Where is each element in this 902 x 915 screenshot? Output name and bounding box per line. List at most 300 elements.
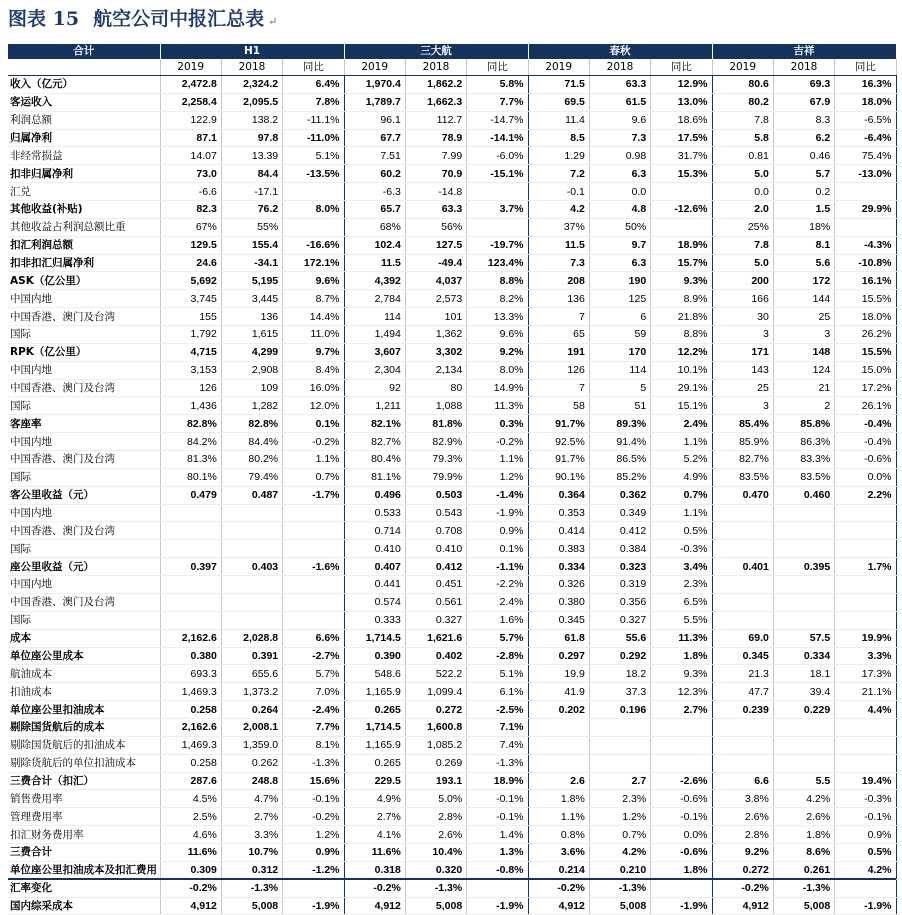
table-cell: 155	[160, 308, 221, 326]
table-cell: 0.269	[405, 754, 466, 772]
table-cell: 14.4%	[283, 308, 344, 326]
sub-header-cell: 2019	[344, 59, 405, 76]
table-row	[8, 361, 896, 379]
row-label: 非经常损益	[8, 147, 160, 165]
table-cell: 11.5	[528, 236, 589, 254]
table-cell: 3.3%	[221, 826, 282, 844]
table-cell	[589, 736, 650, 754]
table-cell: 123.4%	[467, 254, 528, 272]
table-cell: 1.1%	[651, 433, 712, 451]
table-cell	[773, 593, 834, 611]
table-cell: 2,784	[344, 290, 405, 308]
table-cell: 0.349	[589, 504, 650, 522]
table-cell: 6.1%	[467, 683, 528, 701]
table-cell: 2,304	[344, 361, 405, 379]
table-row	[8, 629, 896, 647]
table-cell	[221, 576, 282, 594]
table-cell: 5,692	[160, 272, 221, 290]
table-cell	[467, 879, 528, 897]
table-cell: 82.7%	[712, 451, 773, 469]
table-cell: 73.0	[160, 165, 221, 183]
table-cell: 0.410	[344, 540, 405, 558]
table-cell	[835, 718, 896, 736]
table-cell: 0.451	[405, 576, 466, 594]
table-cell: 92	[344, 379, 405, 397]
table-cell: 0.334	[773, 647, 834, 665]
table-cell: 15.1%	[651, 397, 712, 415]
row-label: 汇率变化	[8, 879, 160, 897]
table-cell	[221, 593, 282, 611]
row-label: 扣非归属净利	[8, 165, 160, 183]
table-cell: 0.5%	[651, 522, 712, 540]
table-row	[8, 486, 896, 504]
table-cell: 0.395	[773, 558, 834, 576]
table-cell: 63.3	[405, 201, 466, 219]
table-cell: -2.2%	[467, 576, 528, 594]
table-cell	[589, 718, 650, 736]
table-cell: 16.0%	[283, 379, 344, 397]
table-cell: 65.7	[344, 201, 405, 219]
table-cell: 92.5%	[528, 433, 589, 451]
row-label: ASK（亿公里）	[8, 272, 160, 290]
table-cell: 1,970.4	[344, 76, 405, 94]
row-label: 航油成本	[8, 665, 160, 683]
table-cell: 0.401	[712, 558, 773, 576]
table-cell: -12.6%	[651, 201, 712, 219]
table-cell: 79.3%	[405, 451, 466, 469]
sub-header-cell: 2019	[160, 59, 221, 76]
table-cell: 7.8%	[283, 93, 344, 111]
table-cell	[835, 504, 896, 522]
table-cell: -4.3%	[835, 236, 896, 254]
table-cell: 0.2	[773, 183, 834, 201]
table-cell	[835, 754, 896, 772]
table-cell: 3	[712, 397, 773, 415]
table-cell: 12.3%	[651, 683, 712, 701]
table-cell: 1,282	[221, 397, 282, 415]
table-cell: 13.39	[221, 147, 282, 165]
table-cell: 17.3%	[835, 665, 896, 683]
table-row	[8, 790, 896, 808]
table-cell: 14.9%	[467, 379, 528, 397]
row-label: 客运收入	[8, 93, 160, 111]
table-cell: 21.3	[712, 665, 773, 683]
table-cell: 2.2%	[835, 486, 896, 504]
airline-summary-table	[8, 44, 897, 915]
table-cell	[835, 522, 896, 540]
table-cell: 83.3%	[773, 451, 834, 469]
table-cell: 5.1%	[467, 665, 528, 683]
table-cell: 80.1%	[160, 468, 221, 486]
table-row	[8, 254, 896, 272]
table-cell: 2,162.6	[160, 718, 221, 736]
row-label: RPK（亿公里）	[8, 343, 160, 361]
table-cell	[651, 218, 712, 236]
table-cell: 0.391	[221, 647, 282, 665]
table-cell: -11.0%	[283, 129, 344, 147]
table-cell	[283, 611, 344, 629]
table-cell: 1.1%	[467, 451, 528, 469]
table-cell: 3,745	[160, 290, 221, 308]
table-cell: 0.0	[712, 183, 773, 201]
table-cell	[773, 611, 834, 629]
table-cell: -10.8%	[835, 254, 896, 272]
table-cell: 18.2	[589, 665, 650, 683]
table-cell: 82.3	[160, 201, 221, 219]
table-cell: 2,162.6	[160, 629, 221, 647]
row-label: 利润总额	[8, 111, 160, 129]
table-cell: -1.4%	[467, 486, 528, 504]
table-cell: 522.2	[405, 665, 466, 683]
table-cell: -1.9%	[283, 897, 344, 915]
table-cell	[835, 593, 896, 611]
table-cell: -0.4%	[835, 433, 896, 451]
table-cell: 21.1%	[835, 683, 896, 701]
table-cell: 7.8	[712, 111, 773, 129]
table-cell: 7.8	[712, 236, 773, 254]
table-cell: 3,302	[405, 343, 466, 361]
table-cell: 29.9%	[835, 201, 896, 219]
table-cell: 89.3%	[589, 415, 650, 433]
table-cell	[221, 611, 282, 629]
table-cell: 0.0%	[835, 468, 896, 486]
table-cell: 166	[712, 290, 773, 308]
table-cell: 83.5%	[773, 468, 834, 486]
table-cell: 1,359.0	[221, 736, 282, 754]
table-cell: 6	[589, 308, 650, 326]
table-cell	[283, 879, 344, 897]
row-label: 国际	[8, 468, 160, 486]
table-cell: -1.9%	[467, 897, 528, 915]
table-cell: 3,445	[221, 290, 282, 308]
table-row	[8, 504, 896, 522]
table-cell: -49.4	[405, 254, 466, 272]
table-cell	[651, 183, 712, 201]
table-cell: 82.1%	[344, 415, 405, 433]
table-cell: -13.5%	[283, 165, 344, 183]
row-label: 中国内地	[8, 433, 160, 451]
table-cell: 80.2%	[221, 451, 282, 469]
table-cell	[773, 540, 834, 558]
table-cell: 25%	[712, 218, 773, 236]
table-cell: 59	[589, 326, 650, 344]
table-cell: 0.561	[405, 593, 466, 611]
table-cell: 68%	[344, 218, 405, 236]
table-cell: 0.574	[344, 593, 405, 611]
table-cell: 19.4%	[835, 772, 896, 790]
table-cell: -0.2%	[160, 879, 221, 897]
table-cell: 0.402	[405, 647, 466, 665]
table-cell: 4.8	[589, 201, 650, 219]
table-cell: 6.6%	[283, 629, 344, 647]
row-label: 销售费用率	[8, 790, 160, 808]
table-cell: 0.261	[773, 861, 834, 879]
table-cell: 2.0	[712, 201, 773, 219]
table-cell: 21.8%	[651, 308, 712, 326]
table-cell: 0.258	[160, 754, 221, 772]
table-cell	[467, 218, 528, 236]
table-row	[8, 593, 896, 611]
sub-header-cell: 2018	[589, 59, 650, 76]
table-row	[8, 647, 896, 665]
table-cell: 96.1	[344, 111, 405, 129]
table-cell: 6.2	[773, 129, 834, 147]
table-cell: 2.3%	[651, 576, 712, 594]
table-cell: 15.5%	[835, 290, 896, 308]
table-cell: 3.6%	[528, 843, 589, 861]
table-cell: 1,792	[160, 326, 221, 344]
table-cell: -1.9%	[467, 504, 528, 522]
table-cell: 18.9%	[467, 772, 528, 790]
table-cell: 0.470	[712, 486, 773, 504]
table-cell	[160, 611, 221, 629]
table-cell: 13.3%	[467, 308, 528, 326]
table-cell: 57.5	[773, 629, 834, 647]
table-cell: 8.2%	[467, 290, 528, 308]
table-cell: 0.272	[712, 861, 773, 879]
table-cell: 69.5	[528, 93, 589, 111]
table-cell: 148	[773, 343, 834, 361]
row-label: 中国内地	[8, 290, 160, 308]
table-row	[8, 808, 896, 826]
table-cell: 8.9%	[651, 290, 712, 308]
table-cell: 15.5%	[835, 343, 896, 361]
table-cell: 81.8%	[405, 415, 466, 433]
table-row	[8, 468, 896, 486]
sub-header-cell: 同比	[467, 59, 528, 76]
table-cell: 2,324.2	[221, 76, 282, 94]
table-cell: 11.6%	[160, 843, 221, 861]
table-cell: -0.8%	[467, 861, 528, 879]
table-cell: 2	[773, 397, 834, 415]
table-row	[8, 343, 896, 361]
caption-label: 图表 15	[8, 8, 80, 30]
table-cell: 0.265	[344, 701, 405, 719]
table-row	[8, 861, 896, 879]
table-cell: 26.1%	[835, 397, 896, 415]
row-label: 扣汇利润总额	[8, 236, 160, 254]
sub-header-cell: 同比	[283, 59, 344, 76]
table-cell: -0.6%	[651, 790, 712, 808]
table-row	[8, 611, 896, 629]
table-cell	[712, 718, 773, 736]
table-cell: 82.8%	[160, 415, 221, 433]
table-cell: -0.1%	[467, 790, 528, 808]
table-cell: 5,008	[405, 897, 466, 915]
table-cell: 9.7	[589, 236, 650, 254]
table-cell: 3	[712, 326, 773, 344]
table-cell: -2.7%	[283, 647, 344, 665]
table-cell: 170	[589, 343, 650, 361]
table-cell: 1,211	[344, 397, 405, 415]
table-cell: -1.3%	[221, 879, 282, 897]
table-cell: 114	[344, 308, 405, 326]
table-cell: -6.6	[160, 183, 221, 201]
group-header-row	[8, 44, 896, 59]
table-cell: 4,715	[160, 343, 221, 361]
table-cell: -6.4%	[835, 129, 896, 147]
table-cell: 1.4%	[467, 826, 528, 844]
table-cell: 4.2%	[773, 790, 834, 808]
table-cell: 0.297	[528, 647, 589, 665]
table-row	[8, 165, 896, 183]
table-cell: 0.3%	[467, 415, 528, 433]
table-cell: 11.3%	[467, 397, 528, 415]
table-cell: 0.98	[589, 147, 650, 165]
sub-header-cell: 2019	[712, 59, 773, 76]
table-cell: 2.7	[589, 772, 650, 790]
table-cell: 5.5	[773, 772, 834, 790]
table-cell: 11.4	[528, 111, 589, 129]
table-cell: -0.1%	[835, 808, 896, 826]
table-cell	[712, 576, 773, 594]
table-cell: 84.4	[221, 165, 282, 183]
table-cell: 124	[773, 361, 834, 379]
table-cell	[221, 504, 282, 522]
table-cell: 1.8%	[651, 861, 712, 879]
table-cell: 4,912	[528, 897, 589, 915]
table-cell: 0.441	[344, 576, 405, 594]
table-cell: 0.1%	[283, 415, 344, 433]
table-cell: 2.8%	[405, 808, 466, 826]
table-cell: 10.1%	[651, 361, 712, 379]
table-cell	[528, 736, 589, 754]
table-cell: 97.8	[221, 129, 282, 147]
row-label: 其他收益(补贴)	[8, 201, 160, 219]
table-row	[8, 576, 896, 594]
sub-header-cell: 2018	[773, 59, 834, 76]
table-cell: 3,607	[344, 343, 405, 361]
table-cell: 1.1%	[528, 808, 589, 826]
table-cell: 4.6%	[160, 826, 221, 844]
table-cell	[651, 718, 712, 736]
table-cell: 2,134	[405, 361, 466, 379]
bottom-rule	[8, 878, 896, 880]
table-cell: -13.0%	[835, 165, 896, 183]
table-cell: 9.7%	[283, 343, 344, 361]
table-cell: 91.7%	[528, 451, 589, 469]
table-cell: 0.262	[221, 754, 282, 772]
table-cell: 0.327	[405, 611, 466, 629]
table-cell: 0.543	[405, 504, 466, 522]
table-cell: 78.9	[405, 129, 466, 147]
caption-text: 航空公司中报汇总表	[93, 8, 265, 30]
table-cell: 14.07	[160, 147, 221, 165]
table-cell: 1,373.2	[221, 683, 282, 701]
table-cell: 0.412	[405, 558, 466, 576]
table-row	[8, 201, 896, 219]
table-cell: 0.327	[589, 611, 650, 629]
table-cell: -0.2%	[283, 433, 344, 451]
table-cell: 4.2%	[589, 843, 650, 861]
table-cell	[835, 218, 896, 236]
table-cell: 69.0	[712, 629, 773, 647]
table-cell: -1.3%	[589, 879, 650, 897]
table-cell: 4,912	[344, 897, 405, 915]
table-cell: 5,008	[221, 897, 282, 915]
table-cell: 5.6	[773, 254, 834, 272]
table-cell: 0.496	[344, 486, 405, 504]
table-cell: 65	[528, 326, 589, 344]
table-cell: 0.0%	[651, 826, 712, 844]
table-cell: 122.9	[160, 111, 221, 129]
table-cell: 2.8%	[712, 826, 773, 844]
table-cell: 2.3%	[589, 790, 650, 808]
table-cell: -1.6%	[283, 558, 344, 576]
table-cell: 9.2%	[467, 343, 528, 361]
table-cell: 0.403	[221, 558, 282, 576]
table-cell: 91.4%	[589, 433, 650, 451]
table-cell: 11.3%	[651, 629, 712, 647]
table-cell: 193.1	[405, 772, 466, 790]
table-cell: 125	[589, 290, 650, 308]
table-cell	[773, 736, 834, 754]
row-label: 单位座公里扣油成本	[8, 701, 160, 719]
table-cell: 50%	[589, 218, 650, 236]
table-row	[8, 218, 896, 236]
table-cell: -2.6%	[651, 772, 712, 790]
table-cell: -0.3%	[651, 540, 712, 558]
sub-header-row	[8, 59, 896, 76]
table-cell: 0.380	[160, 647, 221, 665]
table-cell: -14.8	[405, 183, 466, 201]
table-cell: 80.2	[712, 93, 773, 111]
table-cell: 63.3	[589, 76, 650, 94]
table-cell	[773, 504, 834, 522]
table-cell: 208	[528, 272, 589, 290]
table-cell: 0.7%	[283, 468, 344, 486]
table-cell: 4.1%	[344, 826, 405, 844]
row-label: 国际	[8, 611, 160, 629]
table-cell: 4.9%	[651, 468, 712, 486]
row-label: 其他收益占利润总额比重	[8, 218, 160, 236]
table-cell: 0.323	[589, 558, 650, 576]
table-cell	[712, 736, 773, 754]
table-cell: 1,714.5	[344, 718, 405, 736]
table-cell: 18.0%	[835, 308, 896, 326]
table-cell: 0.362	[589, 486, 650, 504]
table-cell: 5,195	[221, 272, 282, 290]
table-cell	[160, 593, 221, 611]
table-cell: -6.3	[344, 183, 405, 201]
group-header-juneyao: 吉祥	[712, 44, 896, 59]
table-cell: 5,008	[773, 897, 834, 915]
table-cell: 0.320	[405, 861, 466, 879]
table-cell: 0.412	[589, 522, 650, 540]
table-cell: -14.7%	[467, 111, 528, 129]
table-cell: 0.309	[160, 861, 221, 879]
table-row	[8, 683, 896, 701]
table-cell: 136	[528, 290, 589, 308]
table-cell: 5.0	[712, 254, 773, 272]
table-cell: -0.6%	[835, 451, 896, 469]
table-cell: -0.1%	[283, 790, 344, 808]
table-cell	[283, 593, 344, 611]
table-cell: 136	[221, 308, 282, 326]
table-cell: 9.3%	[651, 272, 712, 290]
table-cell: 0.380	[528, 593, 589, 611]
table-cell: 18.9%	[651, 236, 712, 254]
table-cell: 1,662.3	[405, 93, 466, 111]
table-cell: 17.2%	[835, 379, 896, 397]
table-cell: 655.6	[221, 665, 282, 683]
table-cell: 81.3%	[160, 451, 221, 469]
table-cell: 17.5%	[651, 129, 712, 147]
row-label: 国际	[8, 540, 160, 558]
table-cell: 0.407	[344, 558, 405, 576]
table-cell: 2.6%	[405, 826, 466, 844]
table-cell: 91.7%	[528, 415, 589, 433]
